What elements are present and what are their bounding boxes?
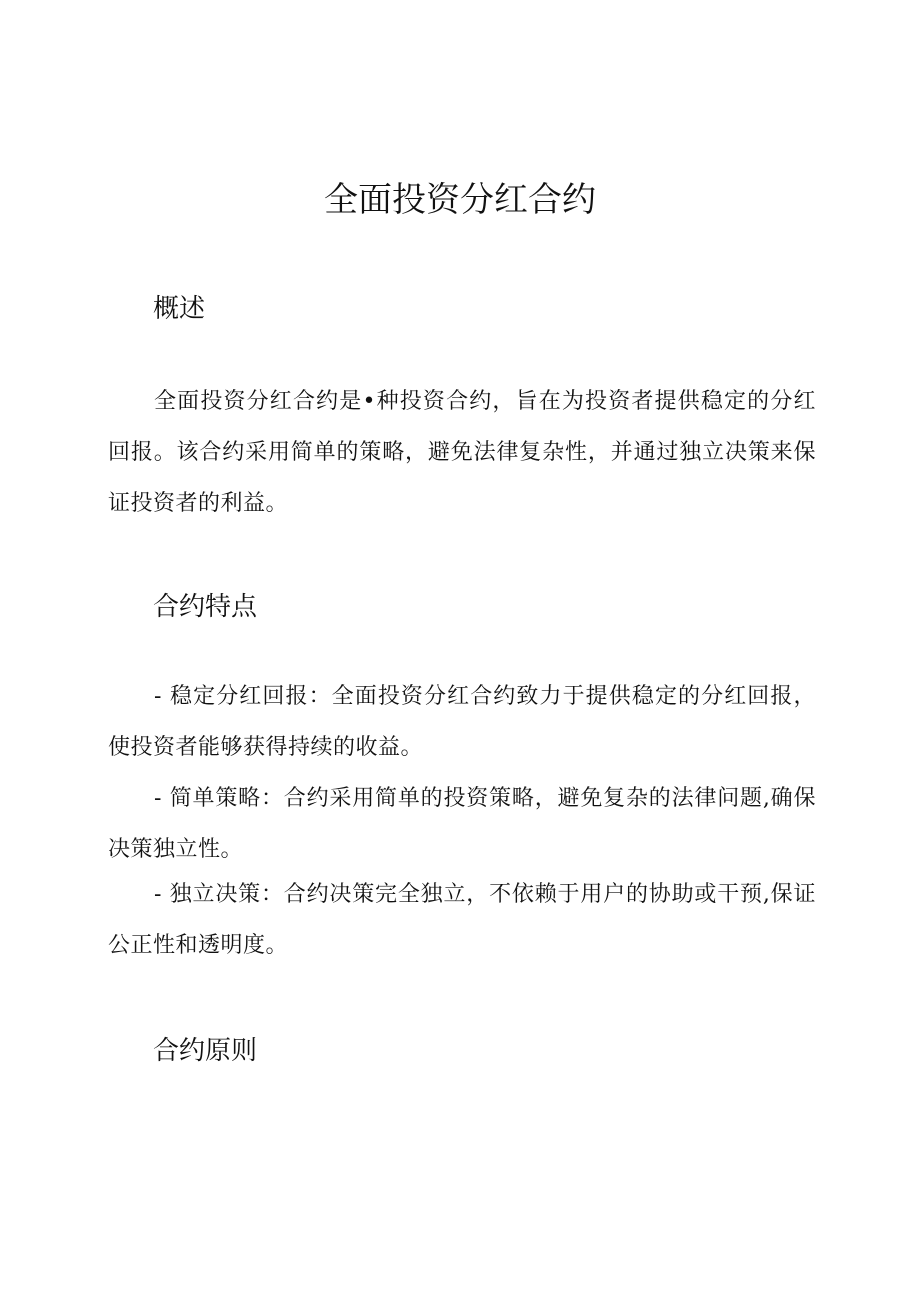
section-heading-features: 合约特点	[153, 592, 258, 622]
overview-paragraph: 全面投资分红合约是•种投资合约，旨在为投资者提供稳定的分红回报。该合约采用简单的策略，避免法律复杂性，并通过独立决策来保证投资者的利益。	[108, 389, 816, 516]
feature-item-stable-dividend: - 稳定分红回报：全面投资分红合约致力于提供稳定的分红回报，使投资者能够获得持续的收益。	[108, 684, 816, 760]
section-heading-overview: 概述	[153, 294, 206, 324]
feature-item-independent-decision: - 独立决策：合约决策完全独立，不依赖于用户的协助或干预,保证公正性和透明度。	[108, 882, 816, 958]
section-heading-principles: 合约原则	[153, 1036, 258, 1066]
feature-item-simple-strategy: - 简单策略：合约采用简单的投资策略，避免复杂的法律问题,确保决策独立性。	[108, 786, 816, 862]
document-title: 全面投资分红合约	[324, 180, 596, 220]
